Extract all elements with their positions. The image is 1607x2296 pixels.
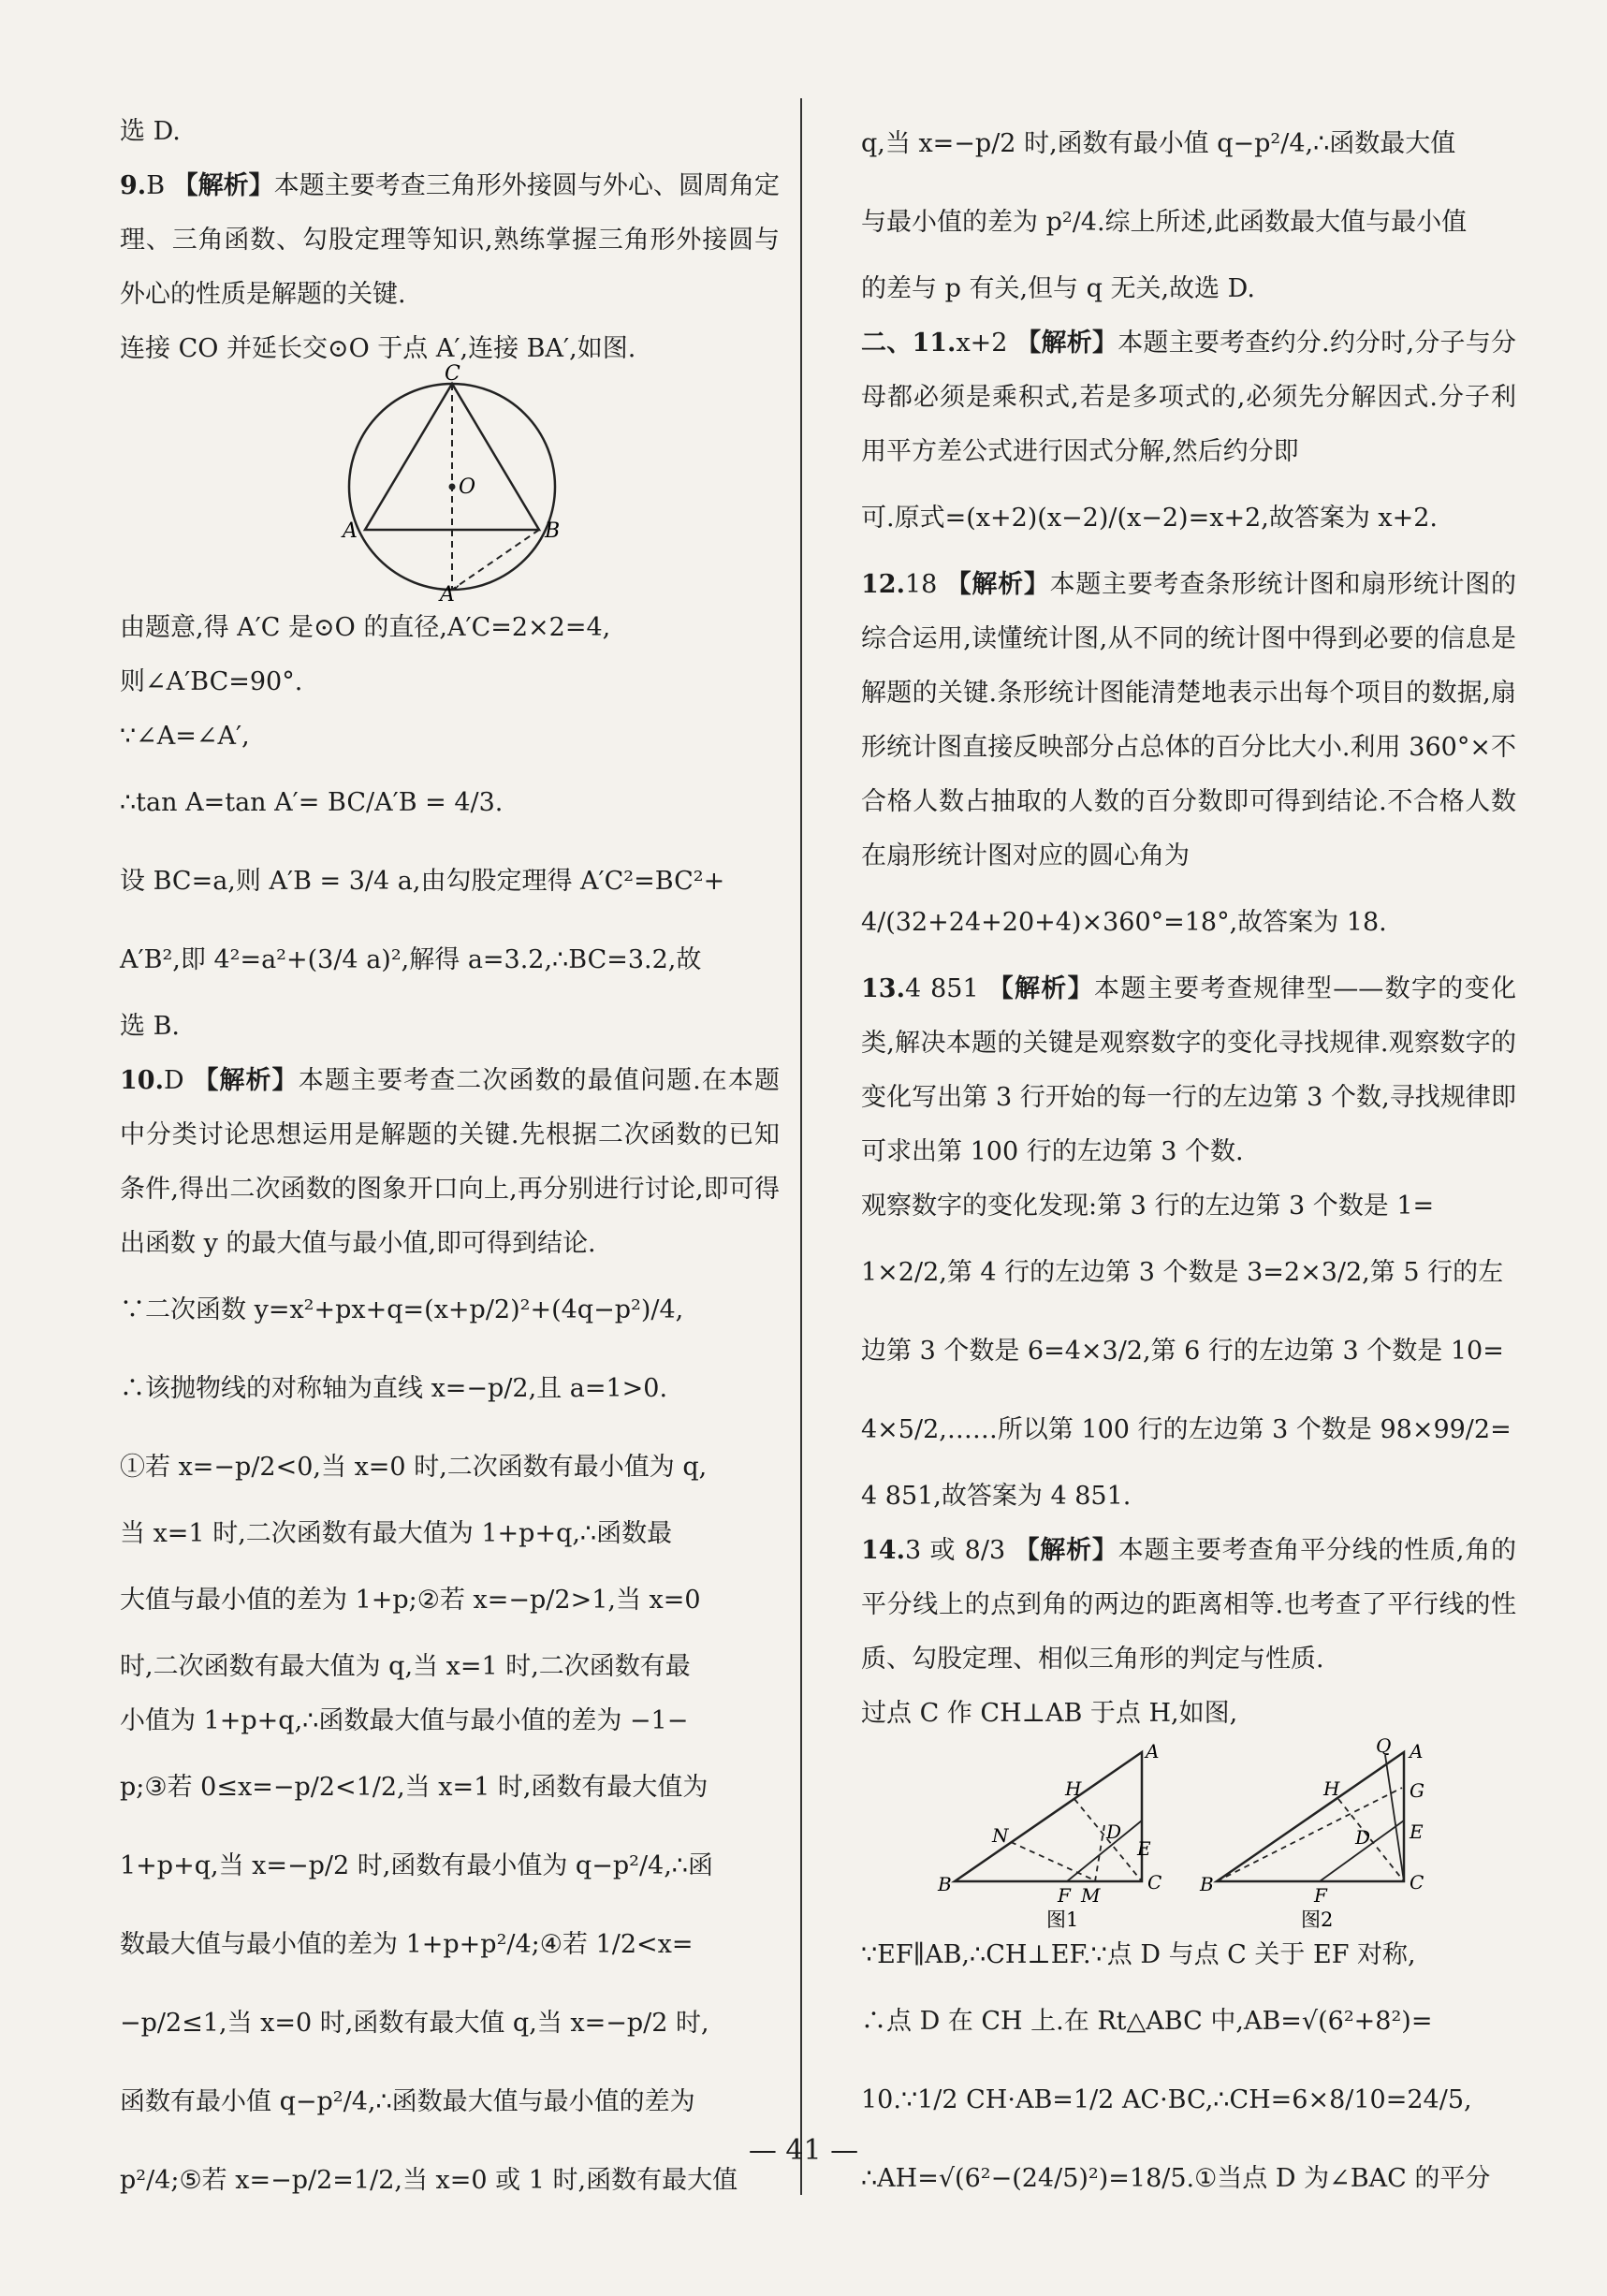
label-b: B — [545, 519, 561, 543]
text-line: 10.∵1/2 CH·AB=1/2 AC·BC,∴CH=6×8/10=24/5, — [861, 2085, 1472, 2114]
text-line: 可.原式=(x+2)(x−2)/(x−2)=x+2,故答案为 x+2. — [861, 504, 1439, 533]
text-line: 则∠A′BC=90°. — [120, 667, 303, 696]
text-line: 时,二次函数有最大值为 q,当 x=1 时,二次函数有最 — [120, 1652, 691, 1681]
svg-text:H: H — [1065, 1777, 1082, 1800]
analysis-tag: 【解析】 — [1015, 329, 1118, 358]
question-intro: 本题主要考查条形统计图和扇形统计图的综合运用,读懂统计图,从不同的统计图中得到必要的信息是解题的关键.条形统计图能清楚地表示出每个项目的数据,扇形统计图直接反映部分占总体的百分比大小.利用 360°×不合格人数占抽取的人数的百分数即可得到结论.不合格人数在扇形统计图对应的圆心角为 — [861, 570, 1517, 870]
text-line: 小值为 1+p+q,∴函数最大值与最小值的差为 −1− — [120, 1706, 689, 1735]
text-line: ∴tan A=tan A′= BC/A′B = 4/3. — [120, 788, 504, 817]
text-line: 函数有最小值 q−p²/4,∴函数最大值与最小值的差为 — [120, 2087, 695, 2116]
question-10 — [120, 1054, 780, 1271]
answer: 3 或 8/3 — [904, 1536, 1006, 1565]
text-line: ∵EF∥AB,∴CH⊥EF.∵点 D 与点 C 关于 EF 对称, — [861, 1940, 1416, 1969]
question-number: 9. — [120, 171, 147, 200]
svg-text:D: D — [1106, 1821, 1122, 1843]
svg-text:G: G — [1410, 1779, 1424, 1802]
left-column — [120, 105, 780, 2220]
svg-text:M: M — [1081, 1884, 1101, 1907]
triangle-figures — [861, 1734, 1516, 1931]
figure-1-caption: 图1 — [1046, 1908, 1079, 1931]
text-line: 设 BC=a,则 A′B = 3/4 a,由勾股定理得 A′C²=BC²+ — [120, 867, 725, 896]
question-number: 14. — [861, 1536, 905, 1565]
answer: D — [163, 1066, 184, 1095]
svg-text:E: E — [1137, 1837, 1151, 1860]
label-a-prime: A′ — [440, 583, 460, 607]
svg-text:B: B — [938, 1873, 952, 1895]
question-9 — [120, 159, 780, 322]
question-intro: 本题主要考查规律型——数字的变化类,解决本题的关键是观察数字的变化寻找规律.观察数字的变化写出第 3 行开始的每一行的左边第 3 个数,寻找规律即可求出第 100 行的左边第 3 个数. — [861, 974, 1517, 1166]
question-number: 10. — [120, 1066, 164, 1095]
svg-text:B: B — [1200, 1873, 1214, 1895]
text-line: p²/4;⑤若 x=−p/2=1/2,当 x=0 或 1 时,函数有最大值 — [120, 2166, 738, 2195]
text-line: 1+p+q,当 x=−p/2 时,函数有最小值为 q−p²/4,∴函 — [120, 1851, 713, 1880]
text-line: −p/2≤1,当 x=0 时,函数有最大值 q,当 x=−p/2 时, — [120, 2009, 709, 2038]
label-a: A — [343, 519, 358, 543]
svg-text:E: E — [1410, 1821, 1424, 1843]
circle-triangle-figure — [120, 362, 780, 607]
question-13 — [861, 962, 1516, 1179]
answer: 18 — [904, 570, 938, 599]
text-line: 4×5/2,……所以第 100 行的左边第 3 个数是 98×99/2= — [861, 1415, 1512, 1444]
analysis-tag: 【解析】 — [987, 974, 1095, 1003]
question-14 — [861, 1524, 1516, 1687]
text-line: 当 x=1 时,二次函数有最大值为 1+p+q,∴函数最 — [120, 1519, 673, 1548]
text-line: 4/(32+24+20+4)×360°=18°,故答案为 18. — [861, 908, 1387, 937]
answer: B — [146, 171, 166, 200]
text-line: ∴点 D 在 CH 上.在 Rt△ABC 中,AB=√(6²+8²)= — [861, 2007, 1433, 2036]
text-line: A′B²,即 4²=a²+(3/4 a)²,解得 a=3.2,∴BC=3.2,故 — [120, 945, 702, 974]
text-line: 观察数字的变化发现:第 3 行的左边第 3 个数是 1= — [861, 1192, 1435, 1221]
svg-text:A: A — [1146, 1740, 1160, 1762]
text-line: ①若 x=−p/2<0,当 x=0 时,二次函数有最小值为 q, — [120, 1453, 708, 1482]
svg-text:Q: Q — [1376, 1734, 1392, 1757]
text-line: 选 D. — [120, 117, 181, 146]
answer: 4 851 — [904, 974, 979, 1003]
text-line: 1×2/2,第 4 行的左边第 3 个数是 3=2×3/2,第 5 行的左 — [861, 1258, 1504, 1287]
text-line: ∴AH=√(6²−(24/5)²)=18/5.①当点 D 为∠BAC 的平分 — [861, 2164, 1491, 2193]
question-intro: 本题主要考查角平分线的性质,角的平分线上的点到角的两边的距离相等.也考查了平行线的性质、勾股定理、相似三角形的判定与性质. — [861, 1536, 1516, 1674]
text-line: 数最大值与最小值的差为 1+p+p²/4;④若 1/2<x= — [120, 1930, 694, 1959]
text-line: q,当 x=−p/2 时,函数有最小值 q−p²/4,∴函数最大值 — [861, 129, 1456, 158]
text-line: 由题意,得 A′C 是⊙O 的直径,A′C=2×2=4, — [120, 613, 611, 642]
svg-text:A: A — [1410, 1740, 1424, 1762]
svg-text:D: D — [1355, 1826, 1371, 1849]
question-number: 13. — [861, 974, 905, 1003]
text-line: 过点 C 作 CH⊥AB 于点 H,如图, — [861, 1699, 1238, 1728]
answer: x+2 — [956, 329, 1008, 358]
page-number: — 41 — — [748, 2134, 859, 2167]
text-line: p;③若 0≤x=−p/2<1/2,当 x=1 时,函数有最大值为 — [120, 1773, 709, 1802]
question-number: 二、11. — [861, 329, 957, 358]
svg-text:F: F — [1314, 1884, 1327, 1907]
svg-text:C: C — [1147, 1871, 1162, 1894]
analysis-tag: 【解析】 — [945, 570, 1050, 599]
question-intro: 本题主要考查二次函数的最值问题.在本题中分类讨论思想运用是解题的关键.先根据二次函数的已知条件,得出二次函数的图象开口向上,再分别进行讨论,即可得出函数 y 的最大值与最小值,即可得到结论. — [120, 1066, 781, 1258]
question-12 — [861, 558, 1516, 884]
label-o: O — [459, 475, 476, 499]
text-line: ∵二次函数 y=x²+px+q=(x+p/2)²+(4q−p²)/4, — [120, 1295, 684, 1324]
analysis-tag: 【解析】 — [193, 1066, 299, 1095]
label-c: C — [445, 362, 460, 386]
figure-2-caption: 图2 — [1301, 1908, 1334, 1931]
svg-text:C: C — [1410, 1871, 1424, 1894]
text-line: 的差与 p 有关,但与 q 无关,故选 D. — [861, 274, 1255, 303]
text-line: 与最小值的差为 p²/4.综上所述,此函数最大值与最小值 — [861, 208, 1468, 237]
text-line: 4 851,故答案为 4 851. — [861, 1482, 1132, 1511]
question-intro: 本题主要考查三角形外接圆与外心、圆周角定理、三角函数、勾股定理等知识,熟练掌握三角形外接圆与外心的性质是解题的关键. — [120, 171, 780, 309]
svg-text:N: N — [992, 1824, 1009, 1847]
svg-text:H: H — [1323, 1777, 1340, 1800]
text-line: 大值与最小值的差为 1+p;②若 x=−p/2>1,当 x=0 — [120, 1586, 701, 1615]
right-column — [861, 105, 1516, 2218]
question-11 — [861, 316, 1516, 479]
text-line: 连接 CO 并延长交⊙O 于点 A′,连接 BA′,如图. — [120, 334, 636, 363]
analysis-tag: 【解析】 — [172, 171, 274, 200]
text-line: 选 B. — [120, 1012, 181, 1041]
question-intro: 本题主要考查约分.约分时,分子与分母都必须是乘积式,若是多项式的,必须先分解因式.分子利用平方差公式进行因式分解,然后约分即 — [861, 329, 1516, 466]
analysis-tag: 【解析】 — [1014, 1536, 1118, 1565]
svg-text:F: F — [1058, 1884, 1071, 1907]
question-number: 12. — [861, 570, 905, 599]
text-line: ∵∠A=∠A′, — [120, 722, 250, 751]
text-line: 边第 3 个数是 6=4×3/2,第 6 行的左边第 3 个数是 10= — [861, 1337, 1504, 1366]
text-line: ∴该抛物线的对称轴为直线 x=−p/2,且 a=1>0. — [120, 1374, 668, 1403]
column-divider — [800, 98, 802, 2195]
